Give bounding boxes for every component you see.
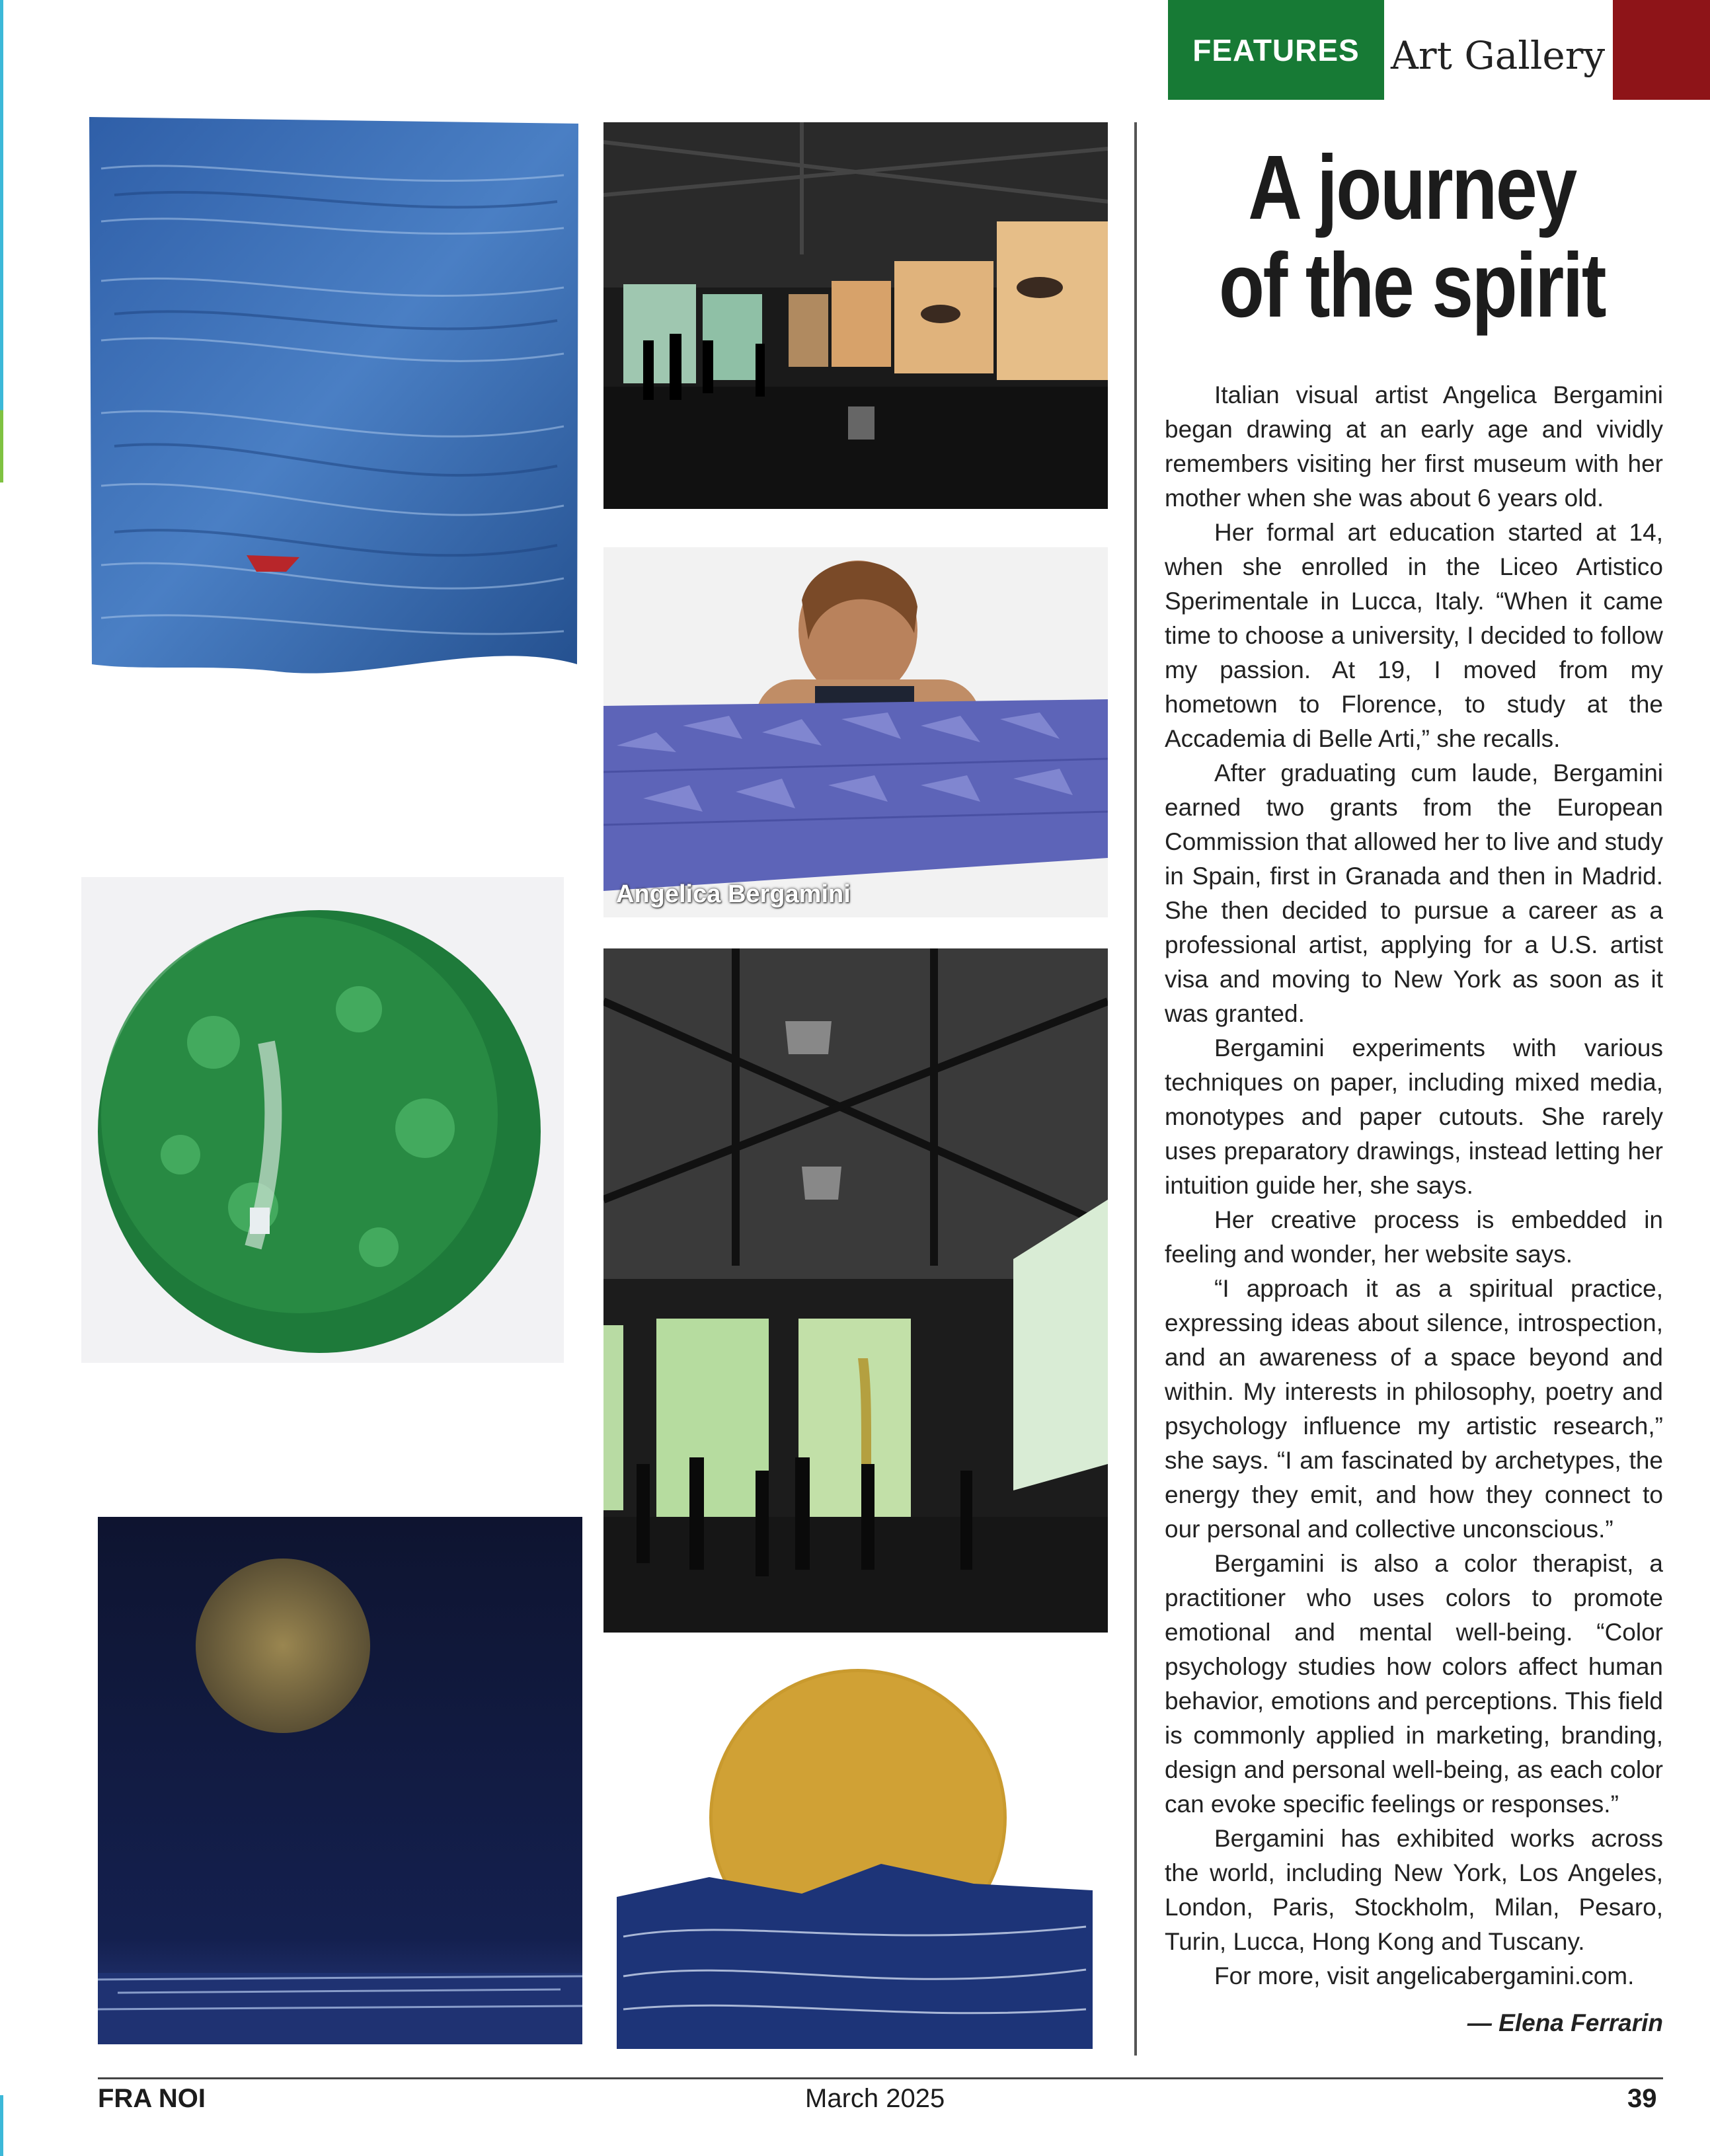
paragraph: After graduating cum laude, Bergamini earned two grants from the European Commission that allowed her to live and study in Spain, first in Granada and then in Madrid. She then decided to pursue a career as a professional artist, applying for a U.S. artist visa and moving to New York as soon as it was granted.: [1165, 759, 1663, 1027]
paragraph: Her formal art education started at 14, when she enrolled in the Liceo Artistico Sperimentale in Lucca, Italy. “When it came time to choose a university, I decided to follow my passion. At 19, I moved from my hometown to Florence, to study at the Accademia di Belle Arti,” she recalls.: [1165, 519, 1663, 752]
paragraph: Italian visual artist Angelica Bergamini began drawing at an early age and vividly remembers visiting her first museum with her mother when she was about 6 years old.: [1165, 381, 1663, 512]
photo-gallery-projections: [603, 948, 1108, 1633]
paragraph: “I approach it as a spiritual practice, expressing ideas about silence, introspection, and an awareness of a space beyond and within. My interests in philosophy, poetry and psychology influence my artistic research,” she says. “I am fascinated by archetypes, the energy they emit, and how they connect to our personal and collective unconscious.”: [1165, 1275, 1663, 1543]
photo-caption: Angelica Bergamini: [616, 880, 851, 908]
headline-line-1: A journey: [1248, 137, 1576, 239]
artwork-blue-sea-boat: [88, 116, 582, 684]
section-tab-features: [1168, 0, 1384, 100]
category-label: Art Gallery: [1391, 33, 1606, 78]
footer-publication: FRA NOI: [98, 2084, 206, 2113]
artwork-gold-sun-blue-sea: [603, 1666, 1108, 2056]
photo-artist-paper-boats: [603, 547, 1108, 917]
edge-color-bar: [0, 0, 3, 482]
paragraph: For more, visit angelicabergamini.com.: [1214, 1962, 1635, 1989]
paragraph: Bergamini is also a color therapist, a practitioner who uses colors to promote emotional and mental well-being. “Color psychology studies how colors affect human behavior, emotions and perceptions. This field is commonly applied in marketing, branding, design and personal well-being, as each color can evoke specific feelings or responses.”: [1165, 1550, 1663, 1818]
article-byline: — Elena Ferrarin: [1467, 2009, 1663, 2036]
paragraph: Her creative process is embedded in feeling and wonder, her website says.: [1165, 1206, 1663, 1268]
section-label: FEATURES: [1192, 32, 1360, 67]
article-body: [1165, 378, 1663, 1993]
article-headline: [1195, 139, 1629, 334]
footer-date: March 2025: [805, 2084, 945, 2113]
artwork-moon-night-sea: [98, 1517, 582, 2044]
accent-tab: [1613, 0, 1710, 100]
edge-color-bar-bottom: [0, 2095, 3, 2156]
paragraph: Bergamini has exhibited works across the world, including New York, Los Angeles, London, Paris, Stockholm, Milan, Pesaro, Turin, Lucca, Hong Kong and Tuscany.: [1165, 1825, 1663, 1955]
column-divider: [1134, 122, 1137, 2056]
footer-page-number: 39: [1627, 2084, 1657, 2113]
footer-rule: [98, 2077, 1663, 2079]
photo-gallery-eyes: [603, 122, 1108, 509]
paragraph: Bergamini experiments with various techniques on paper, including mixed media, monotypes and paper cutouts. She rarely uses preparatory drawings, instead letting her intuition guide her, she says.: [1165, 1034, 1663, 1199]
artwork-green-circle: [81, 877, 564, 1363]
headline-line-2: of the spirit: [1218, 235, 1606, 336]
